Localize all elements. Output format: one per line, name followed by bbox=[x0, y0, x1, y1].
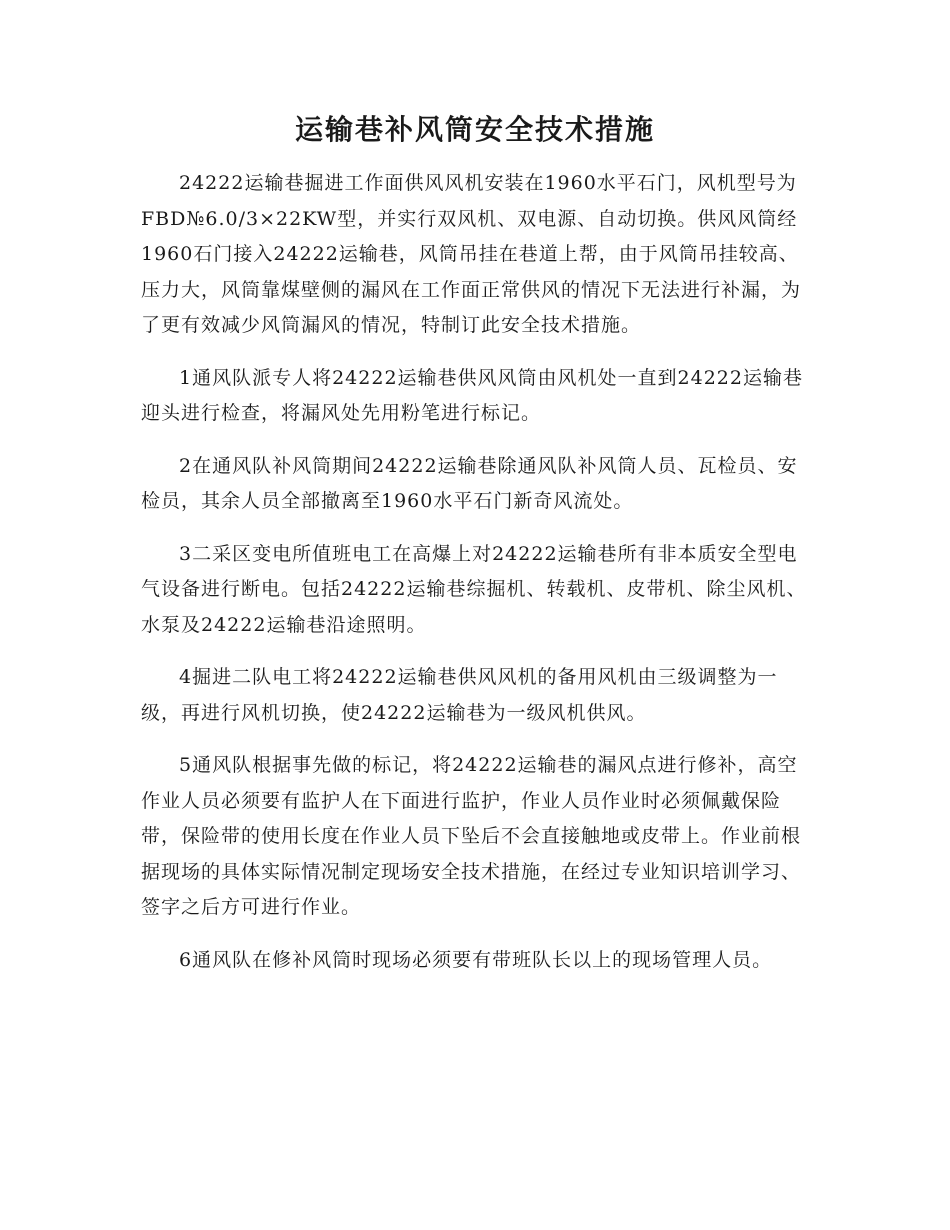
measure-4-paragraph: 4掘进二队电工将24222运输巷供风风机的备用风机由三级调整为一级，再进行风机切换，使24222运输巷为一级风机供风。 bbox=[141, 666, 778, 724]
measure-3-paragraph: 3二采区变电所值班电工在高爆上对24222运输巷所有非本质安全型电气设备进行断电。包括24222运输巷综掘机、转载机、皮带机、除尘风机、水泵及24222运输巷沿途照明。 bbox=[141, 542, 807, 636]
document-title: 运输巷补风筒安全技术措施 bbox=[294, 113, 655, 146]
document-body bbox=[141, 166, 809, 995]
intro-paragraph: 24222运输巷掘进工作面供风风机安装在1960水平石门，风机型号为FBD№6.0/3×22KW型，并实行双风机、双电源、自动切换。供风风筒经1960石门接入24222运输巷，风筒吊挂在巷道上帮，由于风筒吊挂较高、压力大，风筒靠煤壁侧的漏风在工作面正常供风的情况下无法进行补漏，为了更有效减少风筒漏风的情况，特制订此安全技术措施。 bbox=[141, 172, 802, 336]
measure-1-paragraph: 1通风队派专人将24222运输巷供风风筒由风机处一直到24222运输巷迎头进行检查，将漏风处先用粉笔进行标记。 bbox=[141, 366, 803, 424]
measure-6-paragraph: 6通风队在修补风筒时现场必须要有带班队长以上的现场管理人员。 bbox=[179, 948, 773, 971]
measure-2-paragraph: 2在通风队补风筒期间24222运输巷除通风队补风筒人员、瓦检员、安检员，其余人员全部撤离至1960水平石门新奇风流处。 bbox=[141, 454, 798, 512]
measure-5-paragraph: 5通风队根据事先做的标记，将24222运输巷的漏风点进行修补，高空作业人员必须要有监护人在下面进行监护，作业人员作业时必须佩戴保险带，保险带的使用长度在作业人员下坠后不会直接触地或皮带上。作业前根据现场的具体实际情况制定现场安全技术措施，在经过专业知识培训学习、签字之后方可进行作业。 bbox=[141, 754, 802, 918]
